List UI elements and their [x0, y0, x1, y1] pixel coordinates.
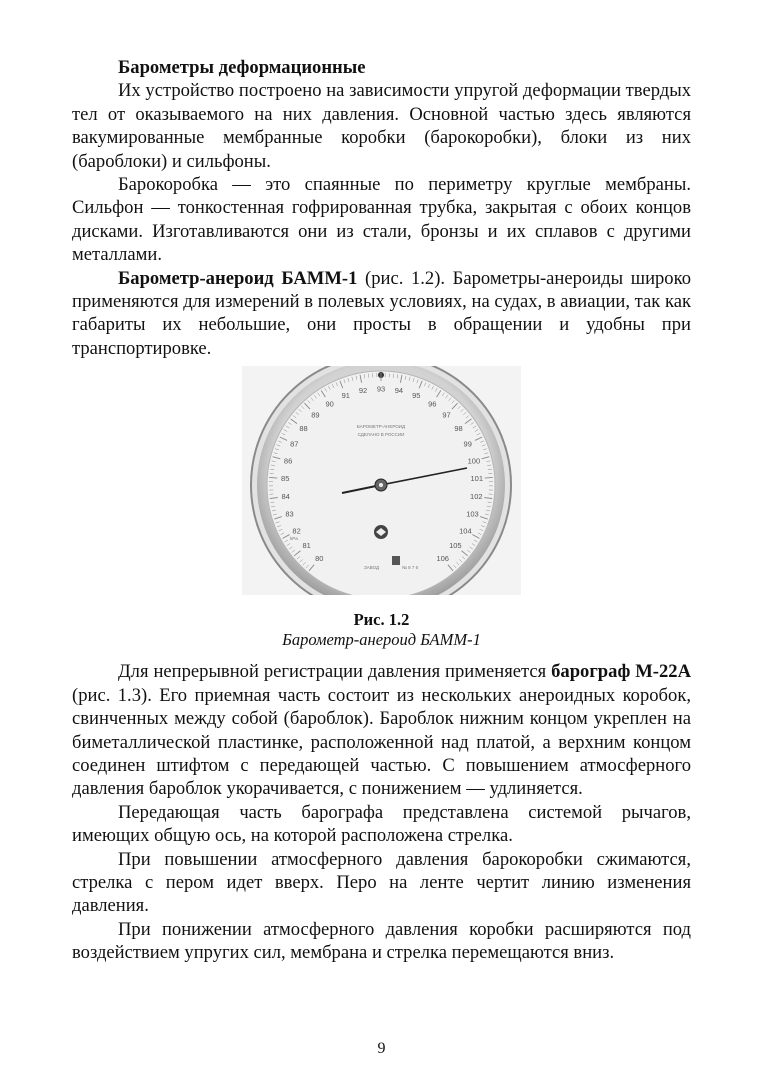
paragraph-barograph: [72, 660, 691, 800]
dial-scale-label: 103: [466, 509, 479, 519]
dial-scale-label: 98: [454, 424, 463, 434]
dial-scale-label: 99: [463, 439, 472, 449]
dial-scale-label: 89: [311, 410, 320, 420]
dial-scale-label: 95: [412, 391, 421, 401]
dial-scale-label: 80: [315, 554, 324, 564]
dial-scale-label: 97: [442, 410, 451, 420]
dial-scale-label: 84: [281, 492, 290, 502]
dial-major-tick: [269, 478, 277, 479]
dial-scale-label: 96: [428, 399, 437, 409]
dial-unit-text: kPa: [290, 536, 298, 542]
dial-serial-text: № 8 7 6: [402, 565, 419, 571]
paragraph-barokorobka: Барокоробка — это спаянные по периметру круглые мембраны. Сильфон — тонкостенная гофрированная трубка, закрытая с обоих концов дисками. Изготавливаются они из стали, бронзы и их сплавов с другими металлами.: [72, 174, 691, 266]
paragraph-pressure-rise: При повышении атмосферного давления барокоробки сжимаются, стрелка с пером идет вверх. Перо на ленте чертит линию изменения давления.: [72, 848, 691, 917]
dial-scale-label: 90: [325, 399, 334, 409]
section-title: Барометры деформационные: [118, 57, 366, 78]
dial-scale-label: 85: [281, 474, 290, 484]
dial-scale-label: 102: [470, 492, 483, 502]
barograph-text-a: Для непрерывной регистрации давления применяется: [118, 661, 552, 683]
figure-number: Рис. 1.2: [353, 610, 410, 630]
page-number: 9: [377, 1040, 386, 1057]
barograph-text-b: (рис. 1.3). Его приемная часть состоит из нескольких анероидных коробок, свинченных между собой (бароблок). Бароблок нижним концом укреплен на биметаллической пластинке, расположенной над платой, а верхним концом соединен штифтом с передающей частью. С повышением атмосферного давления бароблок укорачивается, с понижением — удлиняется.: [72, 684, 691, 800]
paragraph-transmission: Передающая часть барографа представлена системой рычагов, имеющих общую ось, на которой расположена стрелка.: [72, 801, 691, 847]
bamm-term: Барометр-анероид БАММ-1: [118, 267, 358, 289]
dial-scale-label: 104: [459, 526, 472, 536]
barometer-photo: [242, 366, 521, 595]
dial-made-text: СДЕЛАНО В РОССИИ: [357, 432, 405, 438]
barometer-image: [242, 366, 521, 595]
dial-scale-label: 91: [341, 391, 350, 401]
bamm-text: (рис. 1.2). Барометры-анероиды широко применяются для измерений в полевых условиях, на судах, в авиации, так как габариты их небольшие, они просты в обращении и удобны при транспортировке.: [72, 267, 691, 359]
dial-scale-label: 86: [283, 456, 293, 466]
dial-scale-label: 87: [290, 439, 299, 449]
paragraph-bamm: [72, 267, 691, 361]
dial-scale-label: 100: [467, 456, 481, 466]
dial-factory-text: ЗАВОД: [364, 565, 380, 571]
dial-scale-label: 83: [285, 509, 294, 519]
dial-scale-label: 94: [394, 386, 404, 396]
barograph-term: барограф М-22А: [551, 661, 691, 683]
dial-brand-text: БАРОМЕТР-АНЕРОИД: [356, 424, 406, 430]
dial-major-tick: [485, 478, 493, 479]
dial-scale-label: 106: [436, 554, 449, 564]
paragraph-pressure-drop: При понижении атмосферного давления коробки расширяются под воздействием упругих сил, мембрана и стрелка перемещаются вниз.: [72, 918, 691, 964]
dial-scale-label: 81: [302, 541, 311, 551]
figure-title: Барометр-анероид БАММ-1: [282, 630, 481, 650]
figure: [72, 366, 691, 650]
paragraph-intro: Их устройство построено на зависимости упругой деформации твердых тел от оказываемого на них давления. Основной частью здесь являются вакумированные мембранные коробки (барокоробки), блоки из них (баpоблоки) и сильфоны.: [72, 80, 691, 172]
dial-scale-label: 105: [449, 541, 462, 551]
dial-scale-label: 101: [470, 474, 484, 484]
dial-scale-label: 92: [358, 386, 368, 396]
dial-scale-label: 82: [292, 526, 301, 536]
page-content: [72, 56, 691, 965]
dial-scale-label: 93: [376, 384, 386, 394]
dial-scale-label: 88: [299, 424, 308, 434]
